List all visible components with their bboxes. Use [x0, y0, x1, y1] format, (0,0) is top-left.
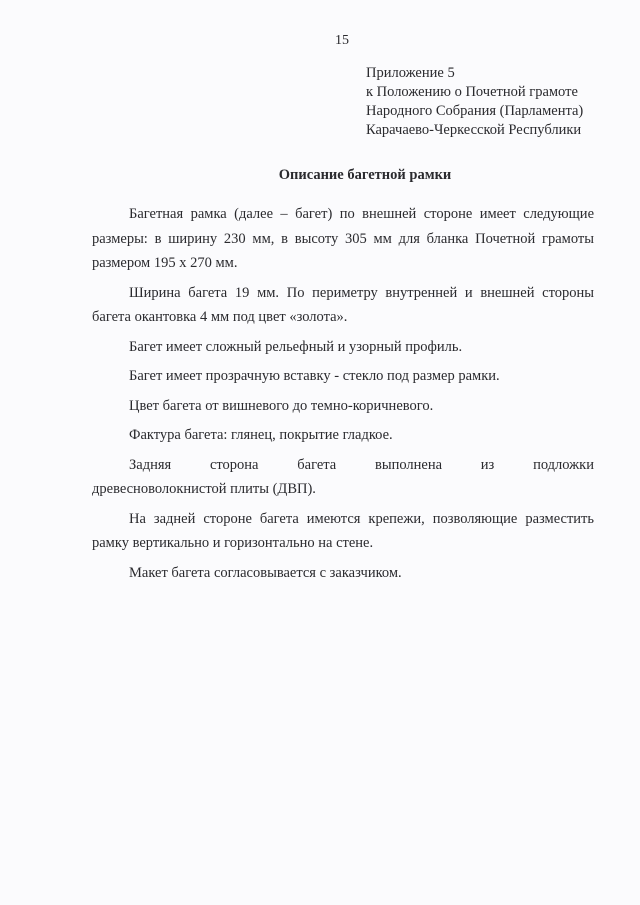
paragraph-approval: Макет багета согласовывается с заказчиком. [129, 564, 402, 581]
back-side-first-line [92, 453, 594, 478]
appendix-line: Приложение 5 [366, 65, 455, 81]
word: подложки [533, 456, 594, 473]
word: сторона [209, 456, 259, 473]
word: из [480, 456, 495, 473]
paragraph-back-side [92, 453, 594, 502]
document-title: Описание багетной рамки [278, 167, 452, 183]
paragraph-profile: Багет имеет сложный рельефный и узорный профиль. [129, 338, 463, 355]
appendix-line: к Положению о Почетной грамоте [366, 84, 578, 100]
word: багета [297, 456, 337, 473]
paragraph-color: Цвет багета от вишневого до темно-коричневого. [129, 397, 434, 414]
appendix-line: Карачаево-Черкесской Республики [366, 122, 582, 138]
appendix-block [366, 64, 583, 140]
paragraph-texture: Фактура багета: глянец, покрытие гладкое. [129, 427, 393, 443]
paragraph-fasteners: На задней стороне багета имеются крепежи, позволяющие разместить рамку вертикально и горизонтально на стене. [92, 510, 594, 551]
page-number: 15 [335, 33, 349, 48]
word: Задняя [129, 456, 172, 473]
paragraph-glass: Багет имеет прозрачную вставку - стекло под размер рамки. [129, 368, 500, 384]
word: выполнена [374, 456, 443, 473]
paragraph-width: Ширина багета 19 мм. По периметру внутренней и внешней стороны багета окантовка 4 мм под цвет «золота». [92, 284, 594, 325]
paragraph-dimensions: Багетная рамка (далее – багет) по внешней стороне имеет следующие размеры: в ширину 230 мм, в высоту 305 мм для бланка Почетной грамоты размером 195 х 270 мм. [92, 206, 594, 271]
document-body [92, 202, 594, 590]
back-side-continuation: древесноволокнистой плиты (ДВП). [92, 481, 316, 497]
appendix-line: Народного Собрания (Парламента) [366, 103, 584, 119]
